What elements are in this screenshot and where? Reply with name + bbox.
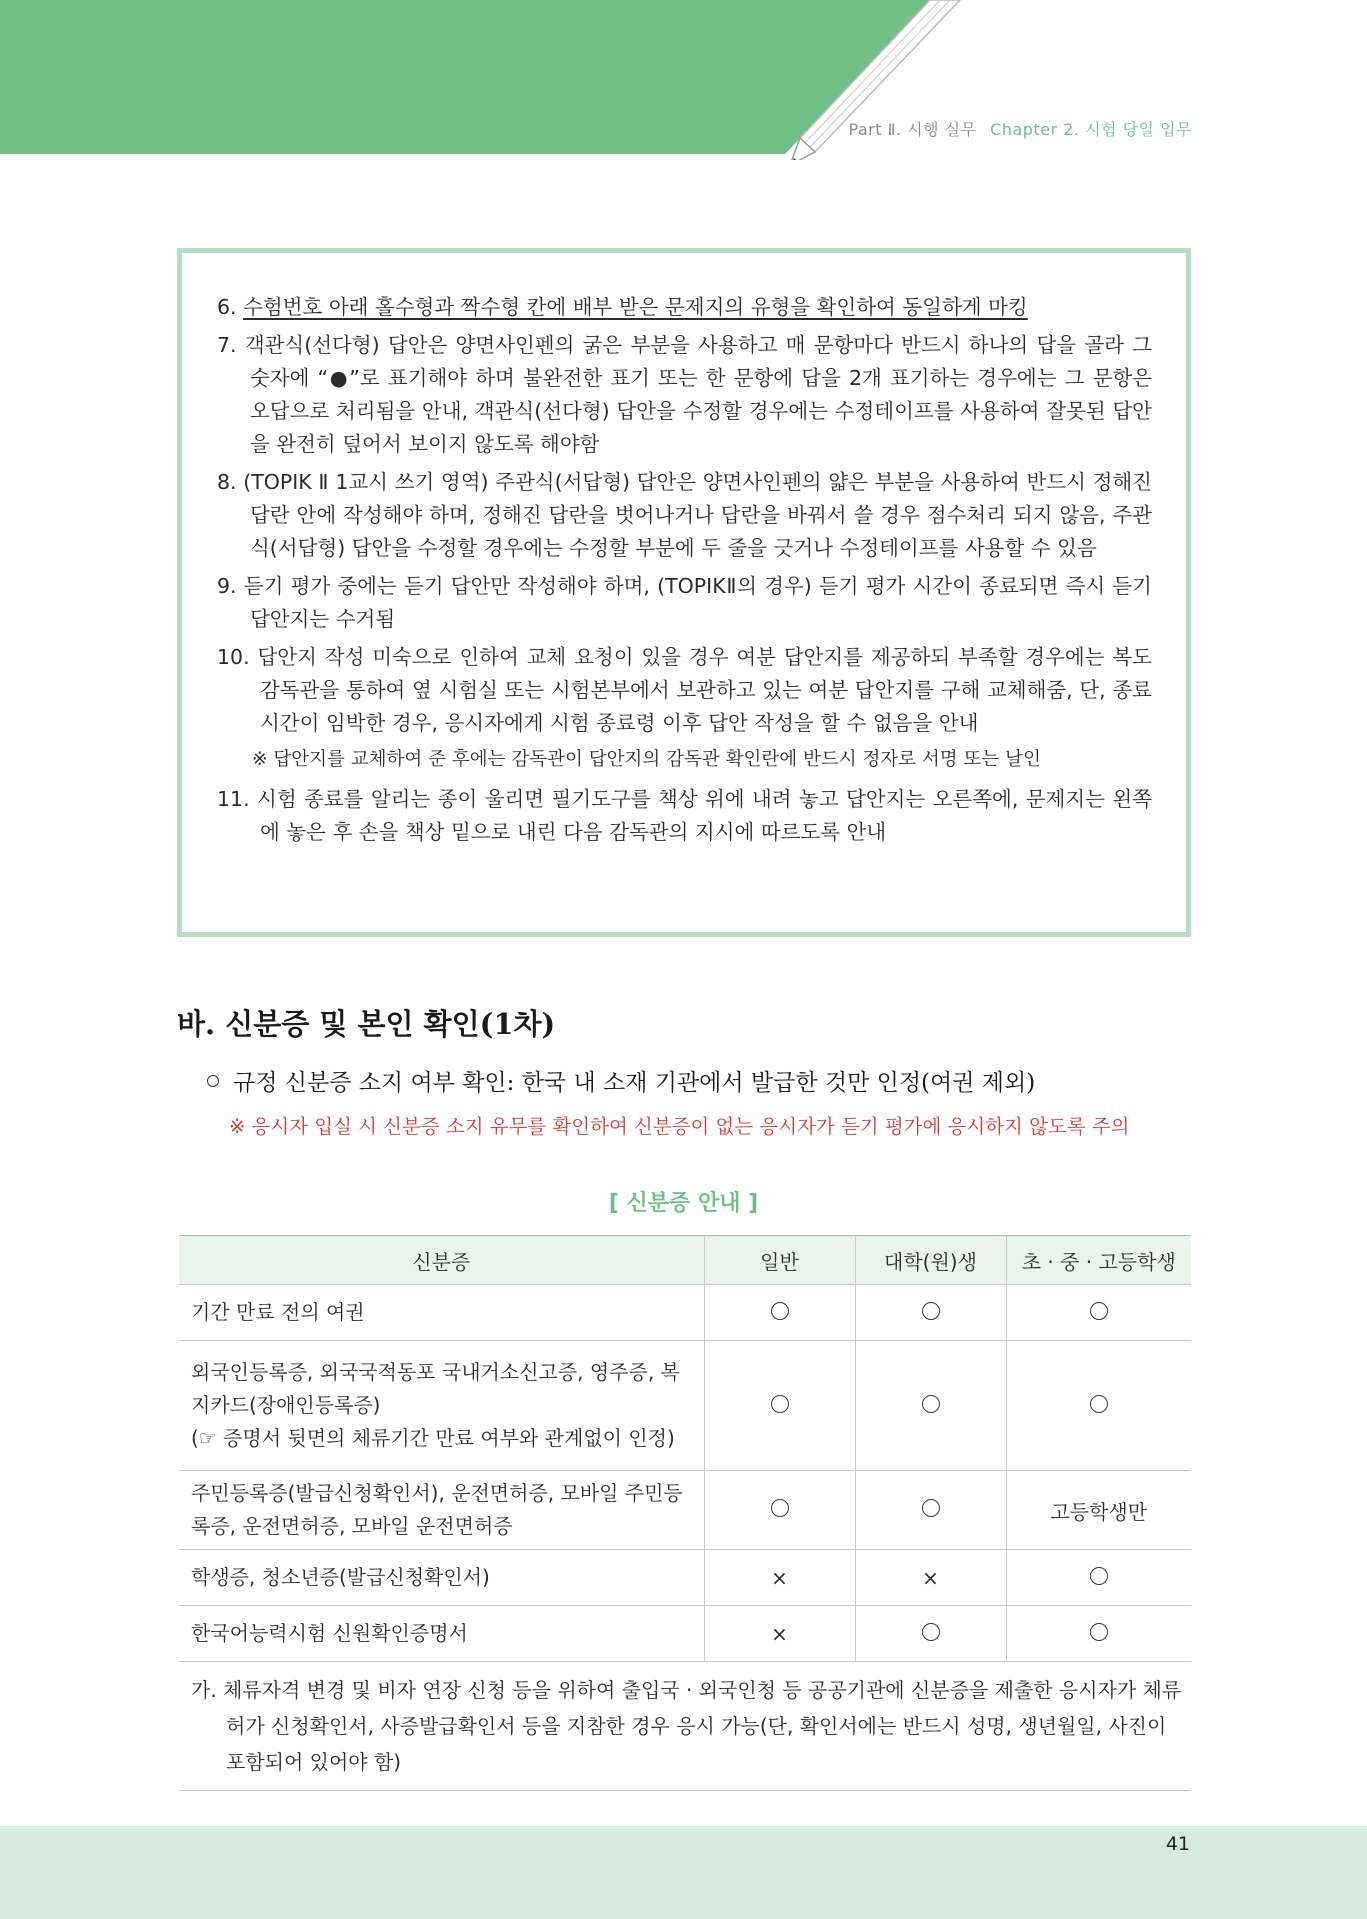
rule-item [217, 291, 1152, 324]
rule-text-underlined: 수험번호 아래 홀수형과 짝수형 칸에 배부 받은 문제지의 유형을 확인하여 동일하게 마킹 [243, 295, 1028, 319]
section-title: 바. 신분증 및 본인 확인(1차) [177, 1007, 556, 1041]
rule-item [217, 466, 1152, 565]
page-footer [0, 1826, 1367, 1919]
mark-general [704, 1471, 855, 1550]
id-name: 학생증, 청소년증(발급신청확인서) [179, 1550, 704, 1606]
breadcrumb-chapter: Chapter 2. 시험 당일 업무 [990, 120, 1192, 139]
rule-item [217, 570, 1152, 636]
rule-number: 11. [217, 787, 250, 811]
mark-school [1006, 1606, 1191, 1662]
rule-number: 9. [217, 574, 237, 598]
mark-college [855, 1285, 1006, 1341]
table-header-row [179, 1236, 1191, 1285]
rule-number: 8. [217, 470, 237, 494]
breadcrumb-part: Part Ⅱ. 시행 실무 [848, 120, 977, 139]
circle-mark [922, 1623, 940, 1641]
table-row [179, 1550, 1191, 1606]
id-table [179, 1235, 1191, 1791]
id-name: 기간 만료 전의 여권 [179, 1285, 704, 1341]
section-warning: ※ 응시자 입실 시 신분증 소지 유무를 확인하여 신분증이 없는 응시자가 듣기 평가에 응시하지 않도록 주의 [229, 1115, 1130, 1138]
table-row [179, 1285, 1191, 1341]
mark-general [704, 1285, 855, 1341]
circle-mark [922, 1499, 940, 1517]
id-name-note: (☞ 증명서 뒷면의 체류기간 만료 여부와 관계없이 인정) [191, 1426, 675, 1450]
circle-mark [922, 1302, 940, 1320]
circle-mark [1090, 1302, 1108, 1320]
column-header-id: 신분증 [179, 1236, 704, 1285]
mark-college [855, 1341, 1006, 1471]
rule-text: 듣기 평가 중에는 듣기 답안만 작성해야 하며, (TOPIKⅡ의 경우) 듣기 평가 시간이 종료되면 즉시 듣기 답안지는 수거됨 [243, 574, 1152, 631]
rule-text: 객관식(선다형) 답안은 양면사인펜의 굵은 부분을 사용하고 매 문항마다 반드시 하나의 답을 골라 그 숫자에 “●”로 표기해야 하며 불완전한 표기 또는 한 문항에 답을 2개 표기하는 경우에는 그 문항은 오답으로 처리됨을 안내, 객관식(선다형) 답안을 수정할 경우에는 수정테이프를 사용하여 잘못된 답안을 완전히 덮어서 보이지 않도록 해야함 [244, 333, 1152, 456]
rule-number: 6. [217, 295, 237, 319]
column-header-college: 대학(원)생 [855, 1236, 1006, 1285]
circle-mark [771, 1499, 789, 1517]
circle-mark [771, 1302, 789, 1320]
circle-mark [922, 1395, 940, 1413]
breadcrumb [848, 117, 1192, 140]
mark-college [855, 1471, 1006, 1550]
footnote-text: 가. 체류자격 변경 및 비자 연장 신청 등을 위하여 출입국 · 외국인청 등 공공기관에 신분증을 제출한 응시자가 체류허가 신청확인서, 사증발급확인서 등을 지참한 경우 응시 가능(단, 확인서에는 반드시 성명, 생년월일, 사진이 포함되어 있어야 함) [191, 1678, 1182, 1774]
rule-number: 10. [217, 645, 250, 669]
id-name [179, 1341, 704, 1471]
mark-school [1006, 1550, 1191, 1606]
rule-item [217, 329, 1152, 461]
rule-item [217, 641, 1152, 740]
table-row [179, 1471, 1191, 1550]
rule-number: 7. [217, 333, 237, 357]
table-footnote-row [179, 1662, 1191, 1791]
table-footnote [179, 1662, 1191, 1791]
circle-mark [771, 1395, 789, 1413]
page-number: 41 [1165, 1833, 1190, 1855]
mark-general: × [704, 1606, 855, 1662]
rule-item [217, 783, 1152, 849]
column-header-school: 초 · 중 · 고등학생 [1006, 1236, 1191, 1285]
section-bullet-text: 규정 신분증 소지 여부 확인: 한국 내 소재 기관에서 발급한 것만 인정(여권 제외) [233, 1070, 1036, 1096]
mark-school [1006, 1341, 1191, 1471]
mark-school [1006, 1285, 1191, 1341]
mark-college: × [855, 1550, 1006, 1606]
rule-text: (TOPIK Ⅱ 1교시 쓰기 영역) 주관식(서답형) 답안은 양면사인펜의 얇은 부분을 사용하여 반드시 정해진 답란 안에 작성해야 하며, 정해진 답란을 벗어나거나 답란을 바꿔서 쓸 경우 점수처리 되지 않음, 주관식(서답형) 답안을 수정할 경우에는 수정할 부분에 두 줄을 긋거나 수정테이프를 사용할 수 있음 [243, 470, 1152, 560]
id-name: 주민등록증(발급신청확인서), 운전면허증, 모바일 주민등록증, 운전면허증, 모바일 운전면허증 [179, 1471, 704, 1550]
mark-school: 고등학생만 [1006, 1471, 1191, 1550]
table-row [179, 1341, 1191, 1471]
table-row [179, 1606, 1191, 1662]
mark-general: × [704, 1550, 855, 1606]
id-name-text: 외국인등록증, 외국국적동포 국내거소신고증, 영주증, 복지카드(장애인등록증) [191, 1360, 680, 1417]
mark-general [704, 1341, 855, 1471]
rule-note: ※ 답안지를 교체하여 준 후에는 감독관이 답안지의 감독관 확인란에 반드시 정자로 서명 또는 날인 [252, 749, 1041, 770]
rule-text: 시험 종료를 알리는 종이 울리면 필기도구를 책상 위에 내려 놓고 답안지는 오른쪽에, 문제지는 왼쪽에 놓은 후 손을 책상 밑으로 내린 다음 감독관의 지시에 따르도록 안내 [257, 787, 1152, 844]
circle-mark [1090, 1623, 1108, 1641]
table-caption: [ 신분증 안내 ] [608, 1191, 759, 1216]
column-header-general: 일반 [704, 1236, 855, 1285]
page-header [0, 0, 1367, 160]
section-bullet [207, 1064, 1035, 1097]
rules-box [177, 248, 1191, 937]
circle-mark [1090, 1567, 1108, 1585]
mark-college [855, 1606, 1006, 1662]
rule-text: 답안지 작성 미숙으로 인하여 교체 요청이 있을 경우 여분 답안지를 제공하되 부족할 경우에는 복도 감독관을 통하여 옆 시험실 또는 시험본부에서 보관하고 있는 여분 답안지를 구해 교체해줌, 단, 종료 시간이 임박한 경우, 응시자에게 시험 종료령 이후 답안 작성을 할 수 없음을 안내 [257, 645, 1152, 735]
circle-bullet-icon [207, 1075, 219, 1087]
circle-mark [1090, 1395, 1108, 1413]
id-name: 한국어능력시험 신원확인증명서 [179, 1606, 704, 1662]
